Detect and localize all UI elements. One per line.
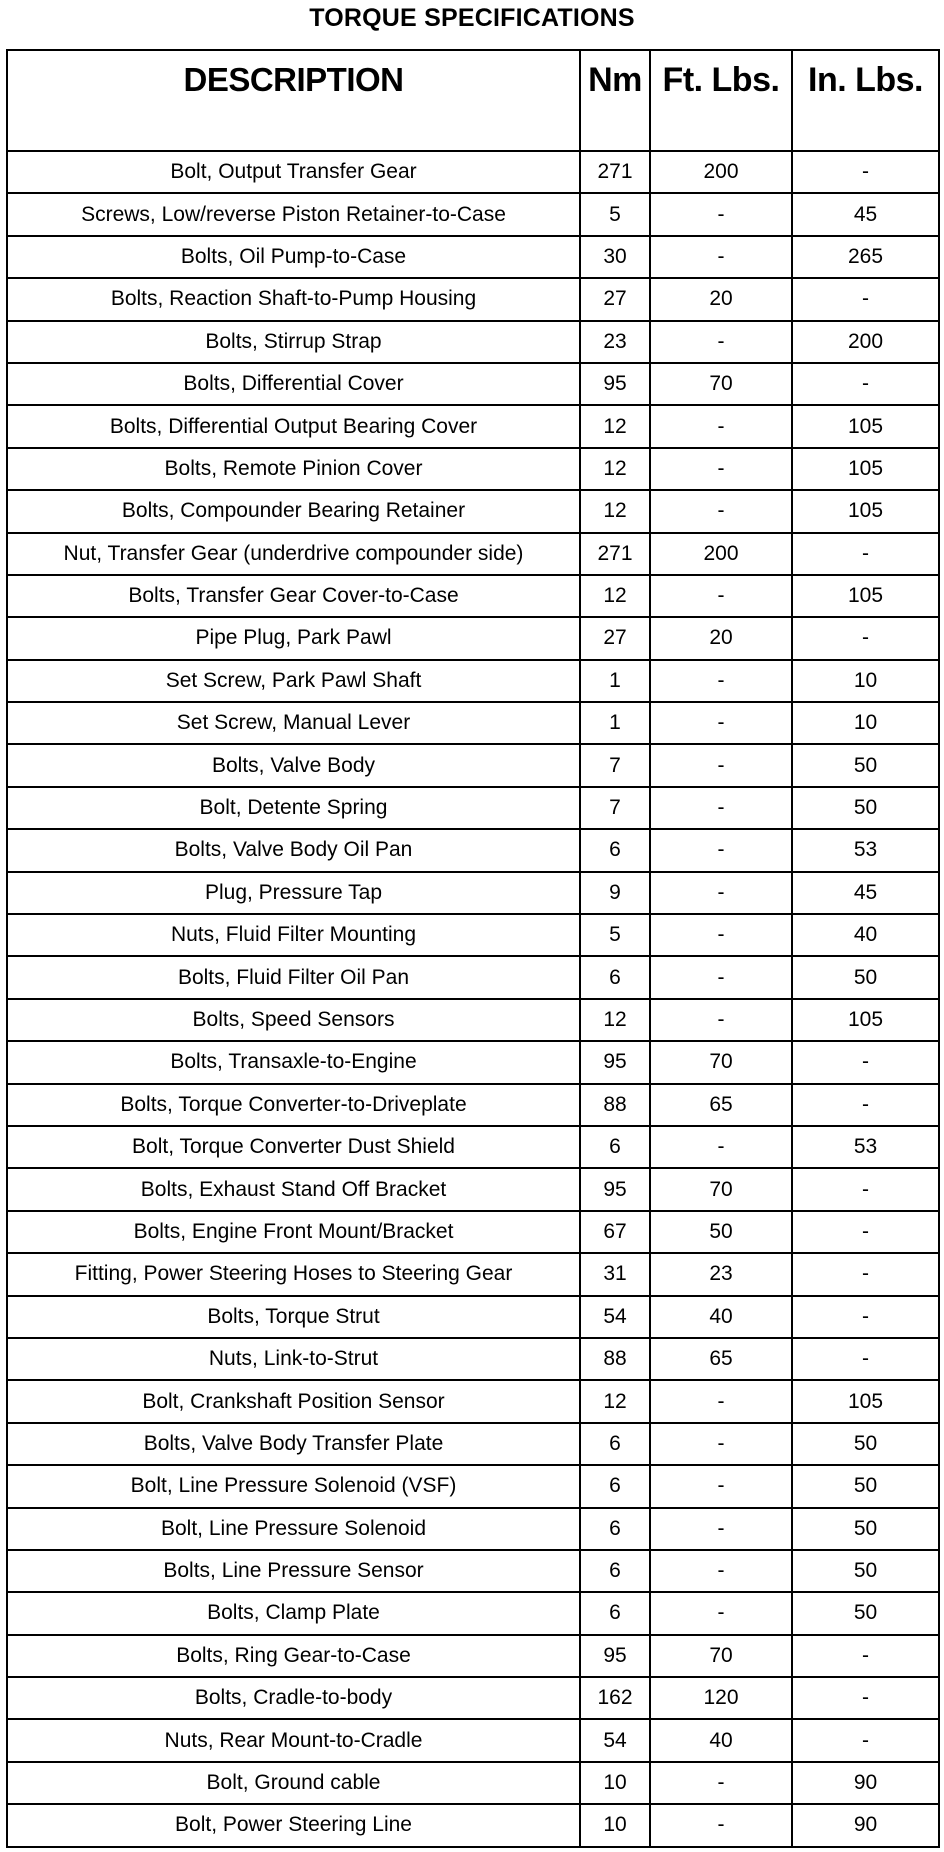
cell-description: Bolts, Clamp Plate (7, 1592, 580, 1634)
cell-nm: 1 (580, 660, 650, 702)
cell-ft-lbs: - (650, 914, 792, 956)
cell-nm: 12 (580, 405, 650, 447)
cell-nm: 27 (580, 617, 650, 659)
cell-ft-lbs: - (650, 193, 792, 235)
cell-description: Bolts, Compounder Bearing Retainer (7, 490, 580, 532)
cell-nm: 6 (580, 956, 650, 998)
cell-description: Bolt, Output Transfer Gear (7, 151, 580, 193)
cell-description: Bolts, Line Pressure Sensor (7, 1550, 580, 1592)
cell-nm: 162 (580, 1677, 650, 1719)
cell-description: Bolts, Transfer Gear Cover-to-Case (7, 575, 580, 617)
cell-nm: 6 (580, 1126, 650, 1168)
cell-nm: 27 (580, 278, 650, 320)
column-header-description: DESCRIPTION (7, 50, 580, 151)
cell-description: Nuts, Link-to-Strut (7, 1338, 580, 1380)
cell-description: Bolts, Ring Gear-to-Case (7, 1635, 580, 1677)
table-row (7, 1592, 939, 1634)
cell-in-lbs: 90 (792, 1804, 939, 1846)
cell-in-lbs: 45 (792, 872, 939, 914)
cell-ft-lbs: 20 (650, 617, 792, 659)
page-title: TORQUE SPECIFICATIONS (309, 4, 635, 32)
cell-description: Bolts, Differential Output Bearing Cover (7, 405, 580, 447)
cell-description: Bolts, Engine Front Mount/Bracket (7, 1211, 580, 1253)
table-row (7, 1762, 939, 1804)
table-row (7, 278, 939, 320)
cell-nm: 6 (580, 1508, 650, 1550)
cell-ft-lbs: 70 (650, 1635, 792, 1677)
table-row (7, 914, 939, 956)
cell-description: Bolts, Reaction Shaft-to-Pump Housing (7, 278, 580, 320)
column-header-in-lbs: In. Lbs. (792, 50, 939, 151)
cell-nm: 1 (580, 702, 650, 744)
cell-description: Bolts, Fluid Filter Oil Pan (7, 956, 580, 998)
table-row (7, 1465, 939, 1507)
table-row (7, 363, 939, 405)
table-row (7, 1338, 939, 1380)
table-row (7, 193, 939, 235)
cell-description: Bolts, Valve Body (7, 744, 580, 786)
cell-description: Set Screw, Manual Lever (7, 702, 580, 744)
cell-ft-lbs: - (650, 321, 792, 363)
cell-in-lbs: 45 (792, 193, 939, 235)
cell-in-lbs: 10 (792, 702, 939, 744)
cell-ft-lbs: 23 (650, 1253, 792, 1295)
cell-in-lbs: - (792, 1296, 939, 1338)
cell-nm: 95 (580, 1635, 650, 1677)
cell-nm: 23 (580, 321, 650, 363)
cell-in-lbs: - (792, 1677, 939, 1719)
cell-ft-lbs: - (650, 1380, 792, 1422)
cell-nm: 7 (580, 787, 650, 829)
cell-ft-lbs: - (650, 575, 792, 617)
cell-nm: 5 (580, 914, 650, 956)
table-row (7, 236, 939, 278)
table-header-row (7, 50, 939, 151)
cell-description: Pipe Plug, Park Pawl (7, 617, 580, 659)
cell-in-lbs: - (792, 617, 939, 659)
cell-in-lbs: 105 (792, 999, 939, 1041)
cell-in-lbs: 50 (792, 744, 939, 786)
table-row (7, 660, 939, 702)
column-header-ft-lbs: Ft. Lbs. (650, 50, 792, 151)
table-row (7, 490, 939, 532)
cell-description: Bolts, Remote Pinion Cover (7, 448, 580, 490)
cell-nm: 6 (580, 1592, 650, 1634)
cell-ft-lbs: - (650, 405, 792, 447)
table-row (7, 151, 939, 193)
table-row (7, 1550, 939, 1592)
cell-in-lbs: - (792, 1084, 939, 1126)
cell-ft-lbs: 65 (650, 1338, 792, 1380)
cell-ft-lbs: - (650, 490, 792, 532)
cell-in-lbs: 40 (792, 914, 939, 956)
cell-ft-lbs: - (650, 448, 792, 490)
cell-in-lbs: 50 (792, 1550, 939, 1592)
cell-nm: 95 (580, 1041, 650, 1083)
table-row (7, 1084, 939, 1126)
cell-description: Nuts, Fluid Filter Mounting (7, 914, 580, 956)
cell-ft-lbs: - (650, 829, 792, 871)
cell-ft-lbs: - (650, 1804, 792, 1846)
cell-in-lbs: 105 (792, 490, 939, 532)
cell-nm: 95 (580, 363, 650, 405)
table-row (7, 1253, 939, 1295)
cell-description: Set Screw, Park Pawl Shaft (7, 660, 580, 702)
cell-ft-lbs: - (650, 1423, 792, 1465)
cell-in-lbs: 50 (792, 1423, 939, 1465)
cell-in-lbs: 265 (792, 236, 939, 278)
cell-nm: 6 (580, 1465, 650, 1507)
cell-ft-lbs: - (650, 702, 792, 744)
cell-in-lbs: 105 (792, 575, 939, 617)
cell-in-lbs: - (792, 1253, 939, 1295)
cell-ft-lbs: 70 (650, 1041, 792, 1083)
cell-in-lbs: - (792, 1211, 939, 1253)
table-row (7, 1635, 939, 1677)
cell-nm: 12 (580, 575, 650, 617)
table-row (7, 829, 939, 871)
cell-nm: 12 (580, 490, 650, 532)
cell-description: Nuts, Rear Mount-to-Cradle (7, 1719, 580, 1761)
cell-description: Bolts, Stirrup Strap (7, 321, 580, 363)
cell-nm: 6 (580, 1550, 650, 1592)
cell-ft-lbs: - (650, 999, 792, 1041)
cell-in-lbs: 50 (792, 1508, 939, 1550)
cell-in-lbs: 90 (792, 1762, 939, 1804)
cell-description: Fitting, Power Steering Hoses to Steering Gear (7, 1253, 580, 1295)
torque-spec-table (6, 49, 940, 1848)
table-row (7, 1508, 939, 1550)
cell-in-lbs: - (792, 363, 939, 405)
cell-ft-lbs: 65 (650, 1084, 792, 1126)
table-row (7, 533, 939, 575)
cell-ft-lbs: 70 (650, 1168, 792, 1210)
cell-nm: 88 (580, 1084, 650, 1126)
cell-in-lbs: - (792, 533, 939, 575)
cell-description: Bolt, Crankshaft Position Sensor (7, 1380, 580, 1422)
cell-ft-lbs: 20 (650, 278, 792, 320)
cell-ft-lbs: - (650, 956, 792, 998)
cell-in-lbs: - (792, 1338, 939, 1380)
cell-description: Bolt, Ground cable (7, 1762, 580, 1804)
cell-in-lbs: 105 (792, 448, 939, 490)
cell-ft-lbs: 200 (650, 151, 792, 193)
cell-ft-lbs: 40 (650, 1719, 792, 1761)
table-row (7, 744, 939, 786)
cell-in-lbs: - (792, 1719, 939, 1761)
cell-ft-lbs: - (650, 1126, 792, 1168)
table-row (7, 1296, 939, 1338)
cell-in-lbs: - (792, 1635, 939, 1677)
cell-description: Bolt, Line Pressure Solenoid (VSF) (7, 1465, 580, 1507)
table-row (7, 1380, 939, 1422)
cell-description: Bolts, Torque Strut (7, 1296, 580, 1338)
table-row (7, 702, 939, 744)
cell-nm: 6 (580, 1423, 650, 1465)
cell-nm: 5 (580, 193, 650, 235)
cell-nm: 7 (580, 744, 650, 786)
cell-nm: 12 (580, 448, 650, 490)
cell-in-lbs: 50 (792, 956, 939, 998)
cell-nm: 271 (580, 151, 650, 193)
cell-nm: 9 (580, 872, 650, 914)
cell-ft-lbs: 120 (650, 1677, 792, 1719)
cell-description: Plug, Pressure Tap (7, 872, 580, 914)
cell-ft-lbs: - (650, 1762, 792, 1804)
cell-description: Bolts, Torque Converter-to-Driveplate (7, 1084, 580, 1126)
cell-description: Bolts, Transaxle-to-Engine (7, 1041, 580, 1083)
cell-in-lbs: 53 (792, 829, 939, 871)
cell-ft-lbs: 200 (650, 533, 792, 575)
table-row (7, 1719, 939, 1761)
cell-description: Bolts, Valve Body Oil Pan (7, 829, 580, 871)
table-body (7, 151, 939, 1847)
cell-in-lbs: 105 (792, 1380, 939, 1422)
cell-ft-lbs: - (650, 1508, 792, 1550)
table-row (7, 787, 939, 829)
cell-nm: 12 (580, 999, 650, 1041)
cell-ft-lbs: - (650, 1465, 792, 1507)
cell-ft-lbs: - (650, 1592, 792, 1634)
column-header-nm: Nm (580, 50, 650, 151)
cell-in-lbs: - (792, 1041, 939, 1083)
cell-ft-lbs: - (650, 787, 792, 829)
table-row (7, 1423, 939, 1465)
cell-ft-lbs: - (650, 744, 792, 786)
cell-nm: 95 (580, 1168, 650, 1210)
cell-description: Bolt, Torque Converter Dust Shield (7, 1126, 580, 1168)
cell-in-lbs: - (792, 278, 939, 320)
table-row (7, 956, 939, 998)
cell-in-lbs: - (792, 151, 939, 193)
cell-description: Bolts, Oil Pump-to-Case (7, 236, 580, 278)
cell-description: Bolt, Power Steering Line (7, 1804, 580, 1846)
table-row (7, 617, 939, 659)
table-row (7, 575, 939, 617)
table-row (7, 1168, 939, 1210)
table-row (7, 1804, 939, 1846)
cell-description: Bolts, Cradle-to-body (7, 1677, 580, 1719)
table-row (7, 1211, 939, 1253)
table-row (7, 999, 939, 1041)
cell-in-lbs: 200 (792, 321, 939, 363)
cell-ft-lbs: - (650, 1550, 792, 1592)
cell-nm: 271 (580, 533, 650, 575)
table-row (7, 448, 939, 490)
cell-in-lbs: 105 (792, 405, 939, 447)
cell-ft-lbs: - (650, 872, 792, 914)
cell-description: Bolt, Detente Spring (7, 787, 580, 829)
cell-in-lbs: 10 (792, 660, 939, 702)
cell-nm: 88 (580, 1338, 650, 1380)
cell-description: Bolts, Differential Cover (7, 363, 580, 405)
table-row (7, 405, 939, 447)
cell-nm: 10 (580, 1804, 650, 1846)
cell-nm: 67 (580, 1211, 650, 1253)
table-row (7, 321, 939, 363)
cell-description: Bolts, Speed Sensors (7, 999, 580, 1041)
cell-in-lbs: 50 (792, 787, 939, 829)
cell-description: Screws, Low/reverse Piston Retainer-to-Case (7, 193, 580, 235)
cell-ft-lbs: 70 (650, 363, 792, 405)
cell-nm: 10 (580, 1762, 650, 1804)
table-row (7, 1677, 939, 1719)
cell-description: Bolts, Valve Body Transfer Plate (7, 1423, 580, 1465)
cell-description: Bolt, Line Pressure Solenoid (7, 1508, 580, 1550)
cell-description: Bolts, Exhaust Stand Off Bracket (7, 1168, 580, 1210)
cell-nm: 12 (580, 1380, 650, 1422)
cell-ft-lbs: 50 (650, 1211, 792, 1253)
cell-ft-lbs: - (650, 660, 792, 702)
cell-nm: 31 (580, 1253, 650, 1295)
table-row (7, 872, 939, 914)
cell-ft-lbs: - (650, 236, 792, 278)
cell-in-lbs: 53 (792, 1126, 939, 1168)
cell-nm: 54 (580, 1296, 650, 1338)
cell-in-lbs: 50 (792, 1592, 939, 1634)
cell-nm: 6 (580, 829, 650, 871)
cell-in-lbs: 50 (792, 1465, 939, 1507)
table-row (7, 1041, 939, 1083)
table-row (7, 1126, 939, 1168)
cell-ft-lbs: 40 (650, 1296, 792, 1338)
cell-nm: 30 (580, 236, 650, 278)
cell-description: Nut, Transfer Gear (underdrive compounder side) (7, 533, 580, 575)
cell-in-lbs: - (792, 1168, 939, 1210)
cell-nm: 54 (580, 1719, 650, 1761)
